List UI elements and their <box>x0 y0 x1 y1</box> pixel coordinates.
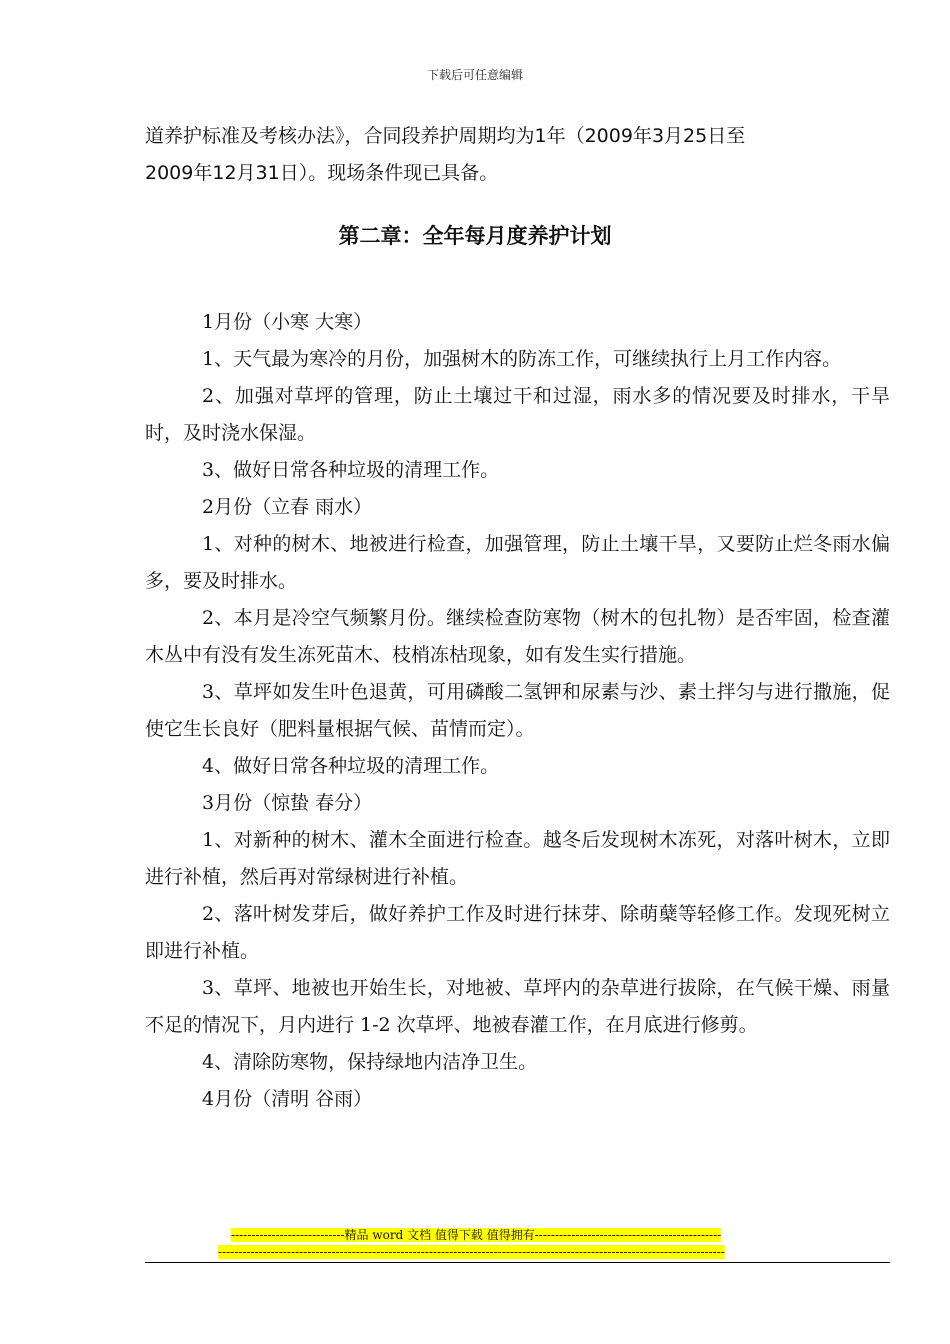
intro-text <box>145 118 890 192</box>
intro-line-1: 道养护标准及考核办法》，合同段养护周期均为1年（2009年3月25日至 <box>145 125 746 147</box>
footer-dashes: ----------------------------------------------------------------------------------------------------------------------------- <box>218 1245 725 1259</box>
footer-banner: ----------------------------精品 word 文档 值得下载 值得拥有---------------------------------------------- <box>231 1228 722 1242</box>
paragraph: 3、草坪、地被也开始生长，对地被、草坪内的杂草进行拔除，在气候干燥、雨量不足的情况下，月内进行 1-2 次草坪、地被春灌工作，在月底进行修剪。 <box>145 977 890 1036</box>
paragraph: 2、落叶树发芽后，做好养护工作及时进行抹芽、除萌蘖等轻修工作。发现死树立即进行补植。 <box>145 903 890 962</box>
paragraph: 1、对种的树木、地被进行检查，加强管理，防止土壤干旱，又要防止烂冬雨水偏多，要及时排水。 <box>145 533 890 592</box>
page-header: 下载后可任意编辑 <box>426 68 523 82</box>
paragraph: 1、天气最为寒冷的月份，加强树木的防冻工作，可继续执行上月工作内容。 <box>202 348 842 370</box>
paragraph: 4、清除防寒物，保持绿地内洁净卫生。 <box>202 1051 538 1073</box>
month-heading-feb: 2月份（立春 雨水） <box>202 496 373 518</box>
paragraph: 1、对新种的树木、灌木全面进行检查。越冬后发现树木冻死，对落叶树木，立即进行补植，然后再对常绿树进行补植。 <box>145 829 890 888</box>
intro-line-2: 2009年12月31日）。现场条件现已具备。 <box>145 162 499 184</box>
paragraph: 2、加强对草坪的管理，防止土壤过干和过湿，雨水多的情况要及时排水，干旱时，及时浇水保湿。 <box>145 385 890 444</box>
month-heading-mar: 3月份（惊蛰 春分） <box>202 792 373 814</box>
month-heading-apr: 4月份（清明 谷雨） <box>202 1088 373 1110</box>
paragraph: 3、草坪如发生叶色退黄，可用磷酸二氢钾和尿素与沙、素土拌匀与进行撒施，促使它生长良好（肥料量根据气候、苗情而定）。 <box>145 681 890 740</box>
chapter-title: 第二章：全年每月度养护计划 <box>338 224 612 248</box>
month-heading-jan: 1月份（小寒 大寒） <box>202 311 373 333</box>
footer-rule <box>145 1262 890 1263</box>
paragraph: 2、本月是冷空气频繁月份。继续检查防寒物（树木的包扎物）是否牢固，检查灌木丛中有没有发生冻死苗木、枝梢冻枯现象，如有发生实行措施。 <box>145 607 890 666</box>
body-text <box>145 304 890 1118</box>
paragraph: 3、做好日常各种垃圾的清理工作。 <box>202 459 500 481</box>
paragraph: 4、做好日常各种垃圾的清理工作。 <box>202 755 500 777</box>
